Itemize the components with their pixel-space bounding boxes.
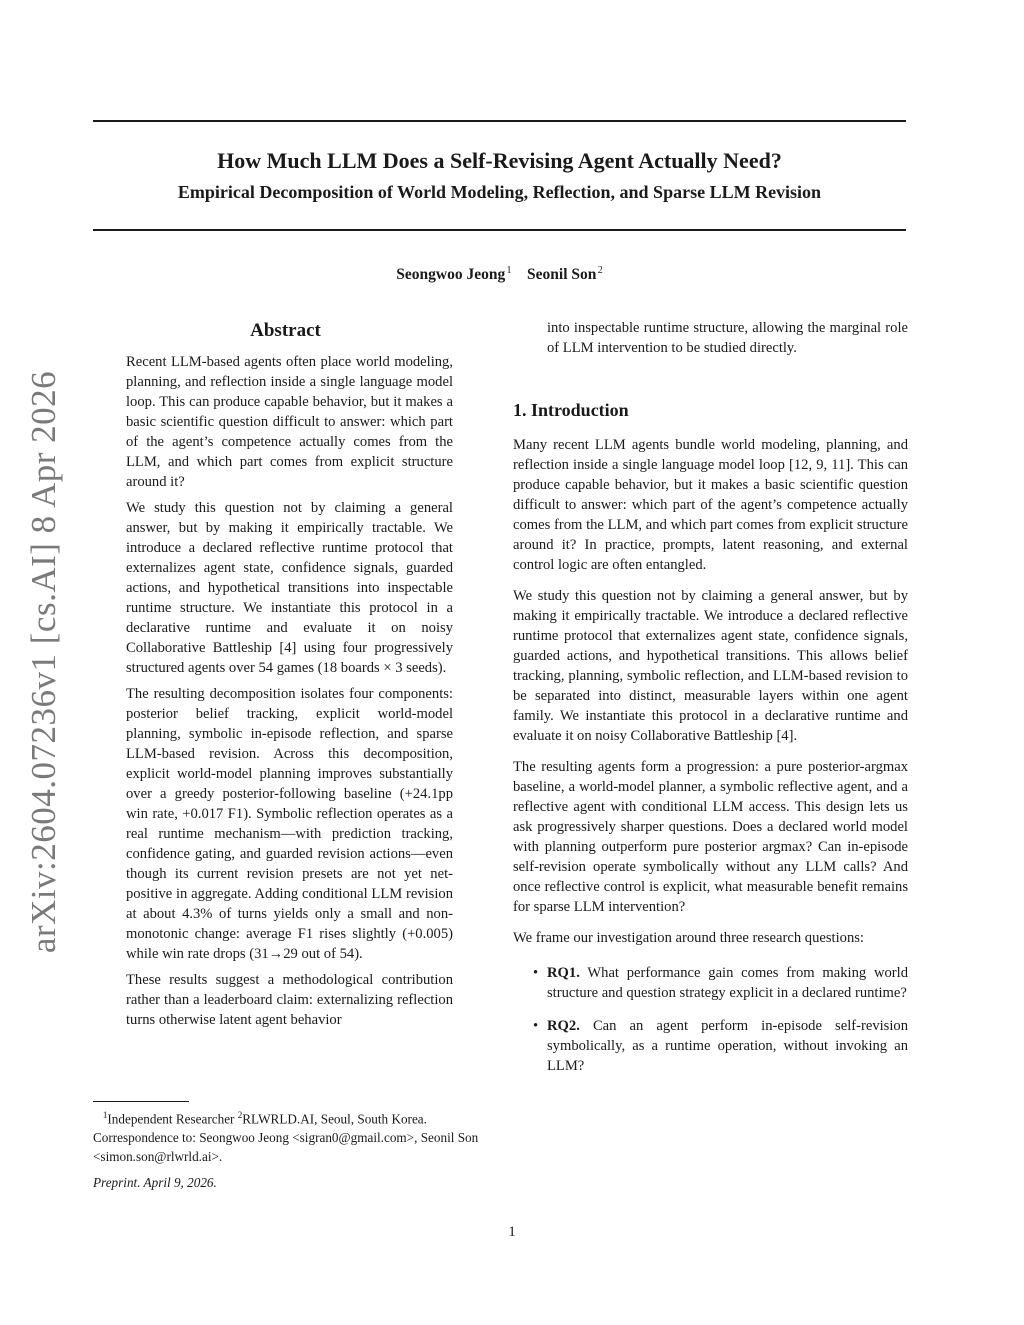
body-paragraph: We study this question not by claiming a general answer, but by making it empirically tractable. We introduce a declared reflective runtime protocol that externalizes agent state, confidence signals, guarded actions, and hypothetical transitions. This allows belief tracking, planning, symbolic reflection, and LLM-based revision to be separated into distinct, measurable layers within one agent family. We instantiate this protocol in a declarative runtime and evaluate it on noisy Collaborative Battleship [4]. xyxy=(513,588,908,744)
paper-title: How Much LLM Does a Self-Revising Agent Actually Need? xyxy=(217,148,782,173)
abstract-paragraph: We study this question not by claiming a general answer, but by making it empirically tractable. We introduce a declared reflective runtime protocol that externalizes agent state, confidence signals, guarded actions, and hypothetical transitions into inspectable runtime structure. We instantiate this protocol in a declarative runtime and evaluate it on noisy Collaborative Battleship [4] using four progressively structured agents over 54 games (18 boards × 3 seeds). xyxy=(126,500,453,676)
footnote-affiliation: Independent Researcher xyxy=(107,1111,235,1127)
preprint-note: Preprint. April 9, 2026. xyxy=(93,1175,217,1190)
author-affiliation-mark: 2 xyxy=(597,265,603,276)
section-heading-introduction: 1. Introduction xyxy=(513,400,629,420)
footnote-rule xyxy=(93,1101,189,1102)
author-name: Seongwoo Jeong xyxy=(396,266,506,284)
research-question-item xyxy=(513,1016,908,1076)
research-question-item xyxy=(513,963,908,1003)
body-paragraph: We frame our investigation around three research questions: xyxy=(513,930,864,946)
abstract-heading: Abstract xyxy=(250,320,321,341)
abstract-continuation: into inspectable runtime structure, allowing the marginal role of LLM intervention to be studied directly. xyxy=(547,320,908,356)
page-number: 1 xyxy=(508,1224,516,1240)
arxiv-identifier-stamp: arXiv:2604.07236v1 [cs.AI] 8 Apr 2026 xyxy=(24,370,63,954)
abstract-paragraph: These results suggest a methodological contribution rather than a leaderboard claim: externalizing reflection turns otherwise latent agent behavior xyxy=(126,972,453,1028)
abstract-paragraph: Recent LLM-based agents often place world modeling, planning, and reflection inside a single language model loop. This can produce capable behavior, but it makes a basic scientific question difficult to answer: which part of the agent’s competence actually comes from the LLM, and which part comes from explicit structure around it? xyxy=(126,354,453,490)
research-question-list xyxy=(513,963,908,1076)
left-column xyxy=(93,318,478,1036)
research-question-label: RQ1. xyxy=(547,965,580,981)
body-paragraph: The resulting agents form a progression: a pure posterior-argmax baseline, a world-model planner, a symbolic reflective agent, and a reflective agent with conditional LLM access. This design lets us ask progressively sharper questions. Does a declared world model with planning outperform pure posterior argmax? Can in-episode self-revision operate symbolically without any LLM calls? And once reflective control is explicit, what measurable benefit remains for sparse LLM intervention? xyxy=(513,759,908,915)
footnote-correspondence: Correspondence to: Seongwoo Jeong <sigran0@gmail.com>, Seonil Son <simon.son@rlwrld.ai>. xyxy=(93,1130,479,1165)
footnote-mark: 2 xyxy=(237,1110,243,1120)
body-paragraph: Many recent LLM agents bundle world modeling, planning, and reflection inside a single language model loop [12, 9, 11]. This can produce capable behavior, but it makes a basic scientific question difficult to answer: which part of the agent’s competence actually comes from the LLM, and which part comes from explicit structure around it? In practice, prompts, latent reasoning, and external control logic are often entangled. xyxy=(513,437,908,573)
footnote-mark: 1 xyxy=(102,1110,108,1120)
title-rule-top xyxy=(93,120,906,122)
author-affiliation-mark: 1 xyxy=(506,265,512,276)
research-question-text: Can an agent perform in-episode self-revision symbolically, as a runtime operation, without invoking an LLM? xyxy=(547,1018,908,1074)
paper-subtitle: Empirical Decomposition of World Modeling, Reflection, and Sparse LLM Revision xyxy=(177,182,822,202)
title-rule-bottom xyxy=(93,229,906,231)
author-list xyxy=(93,265,906,284)
right-column xyxy=(513,318,908,1089)
abstract-paragraph: The resulting decomposition isolates four components: posterior belief tracking, explicit world-model planning, symbolic in-episode reflection, and sparse LLM-based revision. Across this decomposition, explicit world-model planning improves substantially over a greedy posterior-following baseline (+24.1pp win rate, +0.017 F1). Symbolic reflection operates as a real runtime mechanism—with prediction tracking, confidence gating, and guarded revision actions—even though its current revision presets are not yet net-positive in aggregate. Adding conditional LLM revision at about 4.3% of turns yields only a small and non-monotonic change: average F1 rises slightly (+0.005) while win rate drops (31→29 out of 54). xyxy=(126,686,453,962)
footnote-affiliation-2: RLWRLD.AI, Seoul, South Korea. xyxy=(242,1111,427,1127)
research-question-label: RQ2. xyxy=(547,1018,580,1034)
research-question-text: What performance gain comes from making world structure and question strategy explicit in a declared runtime? xyxy=(547,965,909,1001)
footnotes xyxy=(93,1106,490,1166)
author-name: Seonil Son xyxy=(527,266,597,284)
